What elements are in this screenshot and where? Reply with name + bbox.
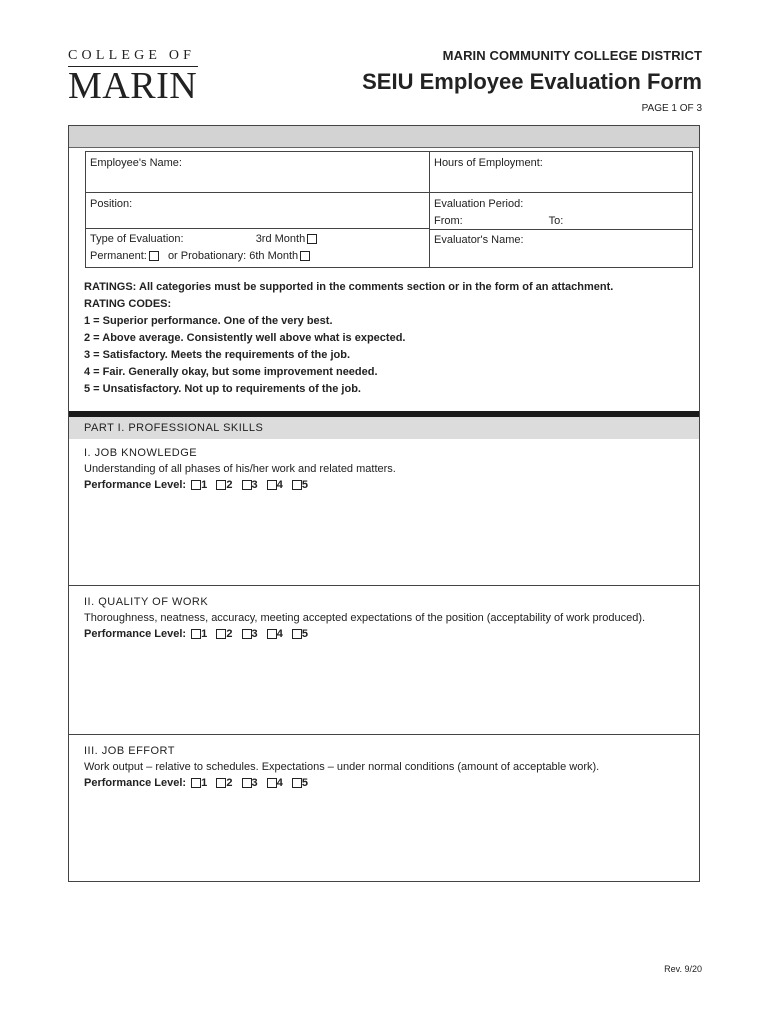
level-option: 3 — [251, 777, 258, 789]
section-quality-of-work — [69, 591, 699, 734]
level-option: 2 — [226, 628, 233, 640]
level-1-checkbox[interactable] — [191, 778, 201, 788]
level-4-checkbox[interactable] — [267, 480, 277, 490]
performance-level-label: Performance Level: — [84, 479, 187, 491]
district-name: MARIN COMMUNITY COLLEGE DISTRICT — [442, 48, 702, 63]
performance-level-row — [84, 775, 699, 792]
rating-code-item: 1 = Superior performance. One of the very best. — [84, 315, 333, 327]
rating-code-item: 4 = Fair. Generally okay, but some improvement needed. — [84, 366, 378, 378]
revision-note: Rev. 9/20 — [664, 964, 702, 974]
level-2-checkbox[interactable] — [216, 480, 226, 490]
level-option: 2 — [226, 479, 233, 491]
level-option: 5 — [301, 479, 309, 491]
rating-code-item: 2 = Above average. Consistently well above what is expected. — [84, 332, 406, 344]
employee-name-field[interactable] — [86, 152, 429, 192]
position-label: Position: — [90, 198, 133, 210]
level-option: 4 — [276, 777, 283, 789]
logo-top-text: COLLEGE OF — [68, 48, 198, 67]
employee-name-label: Employee's Name: — [90, 157, 182, 169]
from-label: From: — [434, 215, 463, 227]
level-5-checkbox[interactable] — [292, 480, 302, 490]
level-1-checkbox[interactable] — [191, 629, 201, 639]
logo-main-text: MARIN — [68, 65, 198, 107]
performance-level-label: Performance Level: — [84, 777, 187, 789]
rating-codes-label: RATING CODES: — [84, 298, 172, 310]
level-1-checkbox[interactable] — [191, 480, 201, 490]
to-label: To: — [548, 215, 564, 227]
level-option: 5 — [301, 777, 309, 789]
employee-info-table — [85, 151, 693, 268]
level-option: 4 — [276, 479, 283, 491]
level-3-checkbox[interactable] — [242, 480, 252, 490]
evaluator-name-label: Evaluator's Name: — [434, 234, 524, 246]
permanent-label: Permanent: — [90, 250, 147, 262]
section-heading: I. JOB KNOWLEDGE — [84, 447, 198, 459]
level-5-checkbox[interactable] — [292, 629, 302, 639]
level-option: 3 — [251, 479, 258, 491]
level-3-checkbox[interactable] — [242, 778, 252, 788]
rating-code-item: 5 = Unsatisfactory. Not up to requirements of the job. — [84, 383, 361, 395]
rating-code-item: 3 = Satisfactory. Meets the requirements of the job. — [84, 349, 351, 361]
section-description: Work output – relative to schedules. Expectations – under normal conditions (amount of acceptable work). — [84, 761, 600, 773]
section-description: Thoroughness, neatness, accuracy, meeting accepted expectations of the position (acceptability of work produced). — [84, 612, 646, 624]
type-of-evaluation-field — [86, 229, 429, 267]
level-2-checkbox[interactable] — [216, 778, 226, 788]
performance-level-row — [84, 626, 699, 643]
evaluation-period-label: Evaluation Period: — [434, 198, 524, 210]
level-4-checkbox[interactable] — [267, 629, 277, 639]
level-3-checkbox[interactable] — [242, 629, 252, 639]
hours-label: Hours of Employment: — [434, 157, 543, 169]
rating-codes — [84, 279, 684, 398]
section-divider — [69, 734, 699, 735]
level-option: 1 — [201, 777, 208, 789]
section-job-knowledge — [69, 442, 699, 585]
part-title: PART I. PROFESSIONAL SKILLS — [69, 417, 699, 439]
level-2-checkbox[interactable] — [216, 629, 226, 639]
permanent-checkbox[interactable] — [149, 251, 159, 261]
section-divider — [69, 585, 699, 586]
hours-field[interactable] — [430, 152, 692, 192]
performance-level-row — [84, 477, 699, 494]
performance-level-label: Performance Level: — [84, 628, 187, 640]
level-option: 4 — [276, 628, 283, 640]
type-of-evaluation-label: Type of Evaluation: — [90, 233, 184, 245]
section-description: Understanding of all phases of his/her work and related matters. — [84, 463, 396, 475]
third-month-checkbox[interactable] — [307, 234, 317, 244]
level-option: 3 — [251, 628, 258, 640]
page-number: PAGE 1 OF 3 — [641, 103, 702, 114]
college-logo — [68, 48, 198, 107]
ratings-intro: RATINGS: All categories must be supported in the comments section or in the form of an attachment. — [84, 281, 614, 293]
form-header — [362, 48, 702, 116]
evaluator-name-field[interactable] — [430, 230, 692, 267]
level-4-checkbox[interactable] — [267, 778, 277, 788]
section-heading: III. JOB EFFORT — [84, 745, 176, 757]
level-option: 5 — [301, 628, 309, 640]
level-5-checkbox[interactable] — [292, 778, 302, 788]
top-shaded-bar — [69, 126, 699, 148]
section-job-effort — [69, 740, 699, 880]
level-option: 1 — [201, 479, 208, 491]
form-body — [68, 125, 700, 882]
section-heading: II. QUALITY OF WORK — [84, 596, 209, 608]
level-option: 2 — [226, 777, 233, 789]
third-month-label: 3rd Month — [255, 233, 306, 245]
sixth-month-checkbox[interactable] — [300, 251, 310, 261]
level-option: 1 — [201, 628, 208, 640]
form-title: SEIU Employee Evaluation Form — [362, 69, 702, 94]
position-field[interactable] — [86, 193, 429, 228]
evaluation-period-field[interactable] — [430, 193, 692, 229]
probationary-label: or Probationary: 6th Month — [167, 250, 299, 262]
